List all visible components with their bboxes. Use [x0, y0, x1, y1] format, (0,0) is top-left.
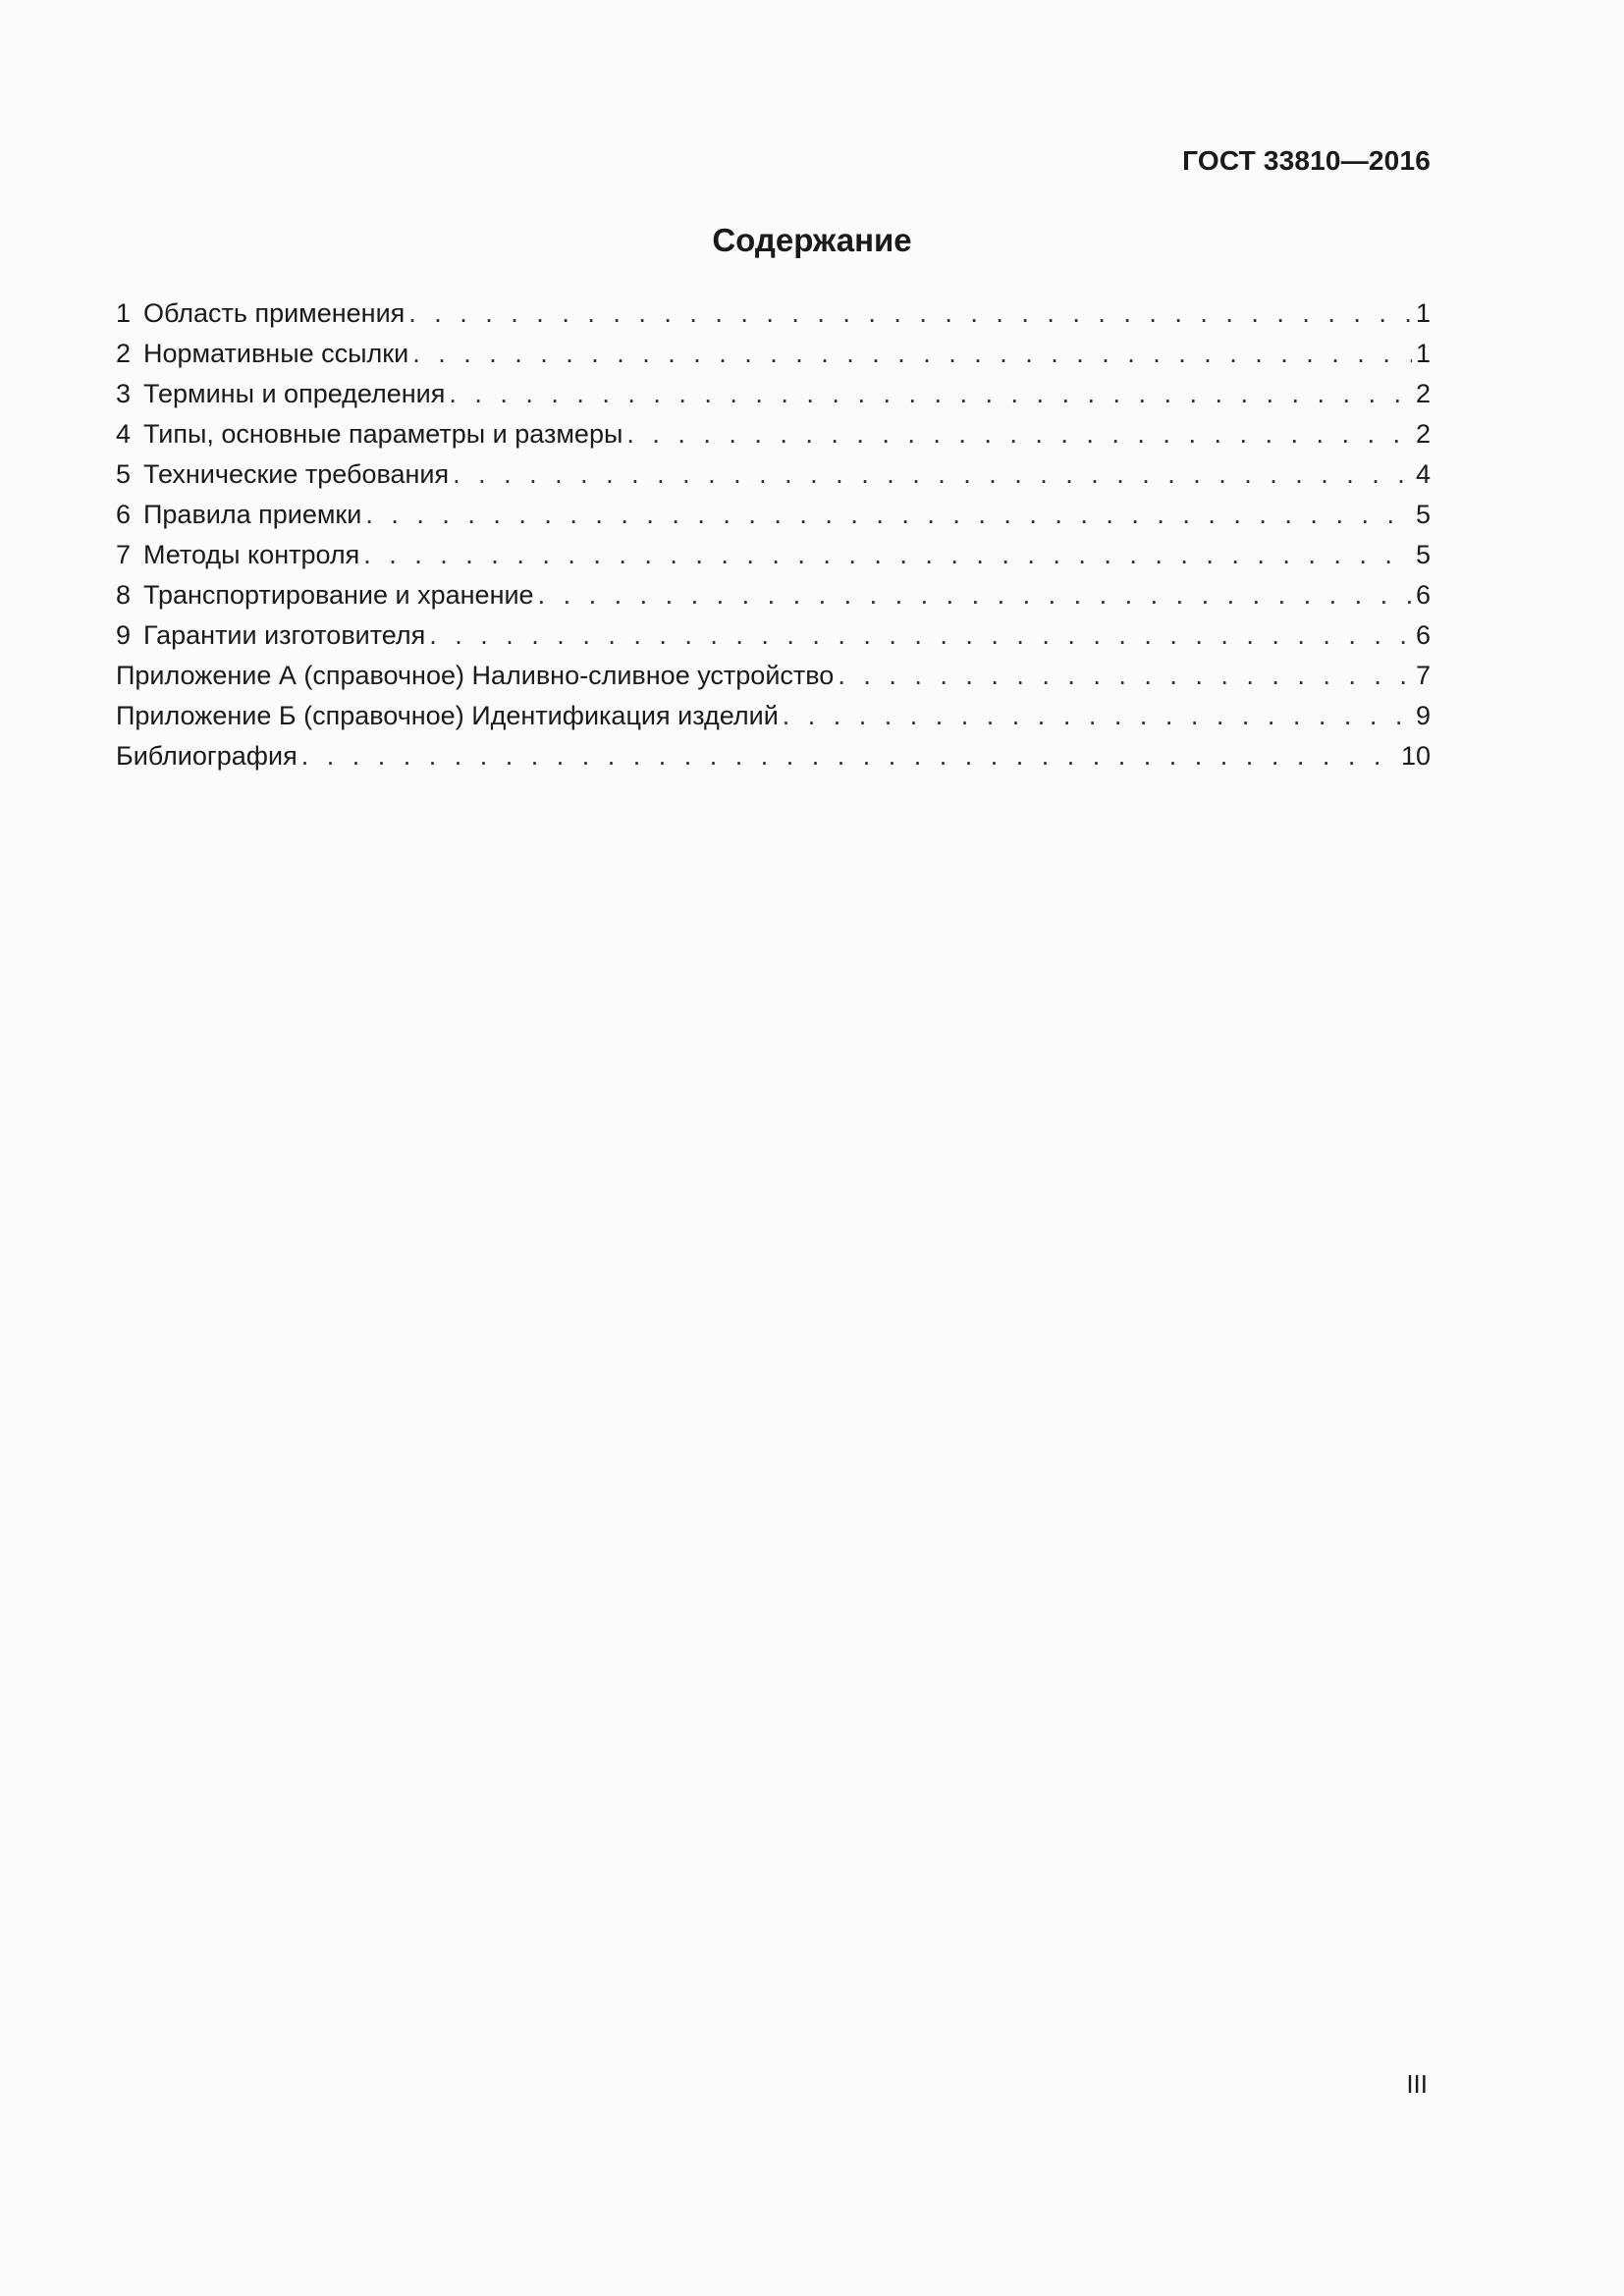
toc-leader-dots: [408, 294, 1412, 334]
toc-entry-page: 5: [1415, 540, 1431, 569]
toc-entry-types[interactable]: [116, 414, 1431, 454]
toc-entry-terms[interactable]: [116, 374, 1431, 414]
toc-leader-dots: [412, 334, 1412, 374]
toc-leader-dots: [365, 495, 1412, 535]
toc-entry-page: 2: [1415, 419, 1431, 449]
toc-entry-page: 5: [1415, 500, 1431, 529]
toc-leader-dots: [838, 656, 1412, 696]
toc-entry-title: Транспортирование и хранение: [143, 580, 534, 610]
toc-leader-dots: [429, 615, 1412, 656]
toc-entry-title: Термины и определения: [143, 379, 446, 408]
toc-entry-number: 7: [116, 540, 132, 569]
toc-entry-control-methods[interactable]: [116, 535, 1431, 575]
toc-entry-transport-storage[interactable]: [116, 575, 1431, 615]
toc-entry-number: 9: [116, 620, 132, 650]
toc-leader-dots: [453, 454, 1412, 495]
toc-entry-manufacturer-warranty[interactable]: [116, 615, 1431, 656]
toc-entry-title: Типы, основные параметры и размеры: [143, 419, 623, 449]
toc-entry-technical-requirements[interactable]: [116, 454, 1431, 495]
toc-leader-dots: [783, 696, 1412, 736]
toc-entry-page: 9: [1415, 701, 1431, 730]
toc-leader-dots: [301, 736, 1397, 776]
toc-entry-scope[interactable]: [116, 294, 1431, 334]
page-number: III: [1406, 2069, 1428, 2099]
table-of-contents: [116, 294, 1431, 776]
toc-entry-title: Правила приемки: [143, 500, 362, 529]
toc-entry-number: 5: [116, 459, 132, 489]
toc-entry-number: 2: [116, 339, 132, 368]
toc-entry-number: 1: [116, 298, 132, 328]
toc-entry-page: 10: [1400, 741, 1431, 771]
toc-leader-dots: [363, 535, 1412, 575]
toc-entry-title: Область применения: [143, 298, 406, 328]
toc-entry-title: Библиография: [116, 741, 298, 771]
document-code: ГОСТ 33810—2016: [1182, 145, 1431, 176]
toc-entry-page: 2: [1415, 379, 1431, 408]
toc-entry-page: 6: [1415, 580, 1431, 610]
toc-entry-number: 6: [116, 500, 132, 529]
toc-entry-title: Гарантии изготовителя: [143, 620, 426, 650]
toc-entry-page: 4: [1415, 459, 1431, 489]
toc-entry-normative-references[interactable]: [116, 334, 1431, 374]
toc-entry-page: 1: [1415, 339, 1431, 368]
toc-entry-bibliography[interactable]: [116, 736, 1431, 776]
toc-entry-acceptance-rules[interactable]: [116, 495, 1431, 535]
toc-leader-dots: [626, 414, 1412, 454]
toc-entry-number: 3: [116, 379, 132, 408]
toc-entry-page: 7: [1415, 661, 1431, 690]
toc-entry-title: Нормативные ссылки: [143, 339, 409, 368]
toc-entry-number: 8: [116, 580, 132, 610]
toc-entry-title: Технические требования: [143, 459, 450, 489]
toc-entry-page: 1: [1415, 298, 1431, 328]
toc-entry-number: 4: [116, 419, 132, 449]
toc-entry-title: Приложение А (справочное) Наливно-сливное устройство: [116, 661, 835, 690]
toc-heading: Содержание: [712, 222, 912, 258]
toc-entry-title: Приложение Б (справочное) Идентификация изделий: [116, 701, 779, 730]
toc-entry-title: Методы контроля: [143, 540, 360, 569]
toc-entry-appendix-a[interactable]: [116, 656, 1431, 696]
toc-entry-page: 6: [1415, 620, 1431, 650]
toc-entry-appendix-b[interactable]: [116, 696, 1431, 736]
toc-leader-dots: [538, 575, 1412, 615]
toc-leader-dots: [449, 374, 1412, 414]
